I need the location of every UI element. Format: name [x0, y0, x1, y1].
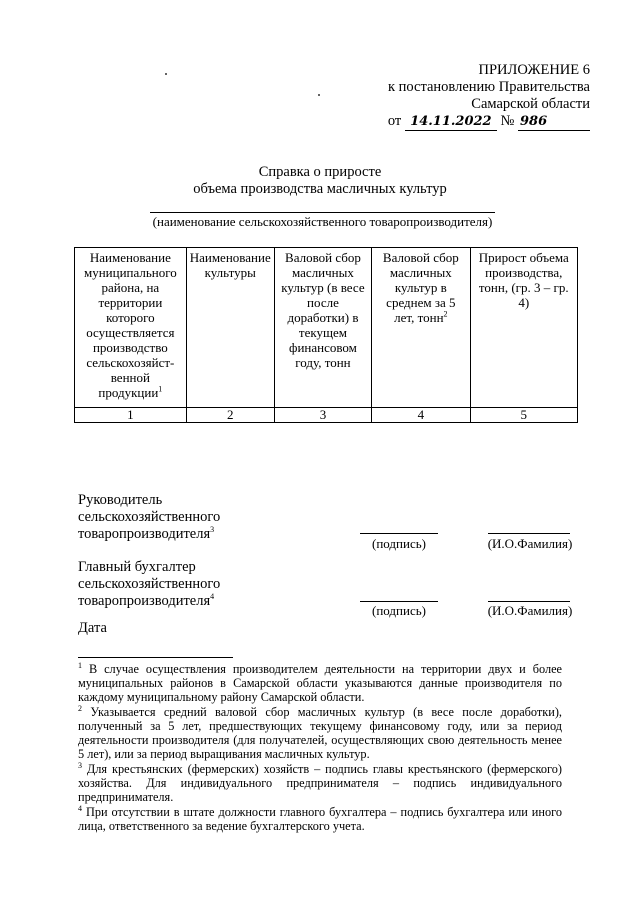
accountant-signature-label: Главный бухгалтер сельскохозяйственного товаропроизводителя$^4$ [78, 559, 221, 609]
footnote-1: $^1$ В случае осуществления производителем деятельности на территории двух и более муниципальных районов в Самарской области указываются данные производителя по каждому муниципальному району Самарской области. [78, 660, 562, 704]
appendix-title: ПРИЛОЖЕНИЕ 6 [478, 62, 590, 78]
accountant-name-line [488, 601, 570, 602]
footnotes [78, 662, 562, 834]
scan-dot [165, 73, 167, 75]
producer-name-line [150, 212, 495, 213]
column-number: 1 [75, 408, 187, 423]
header-cell-crop: Наименование культуры [186, 248, 274, 408]
table-row [75, 408, 578, 423]
footnote-4: $^4$ При отсутствии в штате должности главного бухгалтера – подпись бухгалтера или иного лица, ответственного за ведение бухгалтерского учета. [78, 803, 562, 833]
number-value: 986 [518, 113, 590, 131]
column-number: 4 [372, 408, 470, 423]
footnote-3: $^3$ Для крестьянских (фермерских) хозяйств – подпись главы крестьянского (фермерского) хозяйства. Для индивидуального предпринимателя – подпись индивидуального предпринимателя. [78, 760, 562, 804]
column-number: 2 [186, 408, 274, 423]
accountant-signature-caption: (подпись) [372, 603, 426, 618]
scan-dot [318, 94, 320, 96]
accountant-name-caption: (И.О.Фамилия) [487, 603, 573, 618]
title-line-1: Справка о приросте [258, 164, 382, 180]
footnote-separator [78, 657, 233, 658]
producer-name-caption: (наименование сельскохозяйственного товаропроизводителя) [152, 214, 493, 229]
head-name-line [488, 533, 570, 534]
column-number: 3 [274, 408, 371, 423]
header-cell-current-yield: Валовой сбор масличных культур (в весе после доработки) в текущем финансовом году, тонн [274, 248, 371, 408]
accountant-signature-line [360, 601, 438, 602]
document-title [140, 164, 500, 198]
appendix-line-2: Самарской области [471, 96, 590, 112]
head-signature-line [360, 533, 438, 534]
header-cell-growth: Прирост объема производства, тонн, (гр. 3 – гр. 4) [470, 248, 578, 408]
title-line-2: объема производства масличных культур [193, 181, 447, 197]
table-header-row [75, 248, 578, 408]
header-cell-district: Наименование муниципального района, на территории которого осуществляется производство сельскохозяйст-венной продукции$^1$ [75, 248, 187, 408]
date-value: 14.11.2022 [405, 113, 497, 131]
head-signature-label: Руководитель сельскохозяйственного товаропроизводителя$^3$ [78, 492, 221, 542]
appendix-line-1: к постановлению Правительства [388, 79, 590, 95]
date-prefix: от [387, 113, 402, 129]
head-signature-caption: (подпись) [372, 536, 426, 551]
appendix-header [360, 62, 590, 131]
head-name-caption: (И.О.Фамилия) [487, 536, 573, 551]
number-prefix: № [500, 113, 515, 129]
date-label: Дата [78, 620, 107, 636]
column-number: 5 [470, 408, 578, 423]
header-cell-average-yield: Валовой сбор масличных культур в среднем за 5 лет, тонн$^2$ [372, 248, 470, 408]
footnote-2: $^2$ Указывается средний валовой сбор масличных культур (в весе после доработки), полученный за 5 лет, предшествующих текущему финансовому году, или за период деятельности производителя (для получателей, осуществляющих свою деятельность менее 5 лет), или за период выращивания масличных культур. [78, 703, 562, 761]
appendix-date-line [360, 113, 590, 131]
data-table [74, 247, 578, 423]
